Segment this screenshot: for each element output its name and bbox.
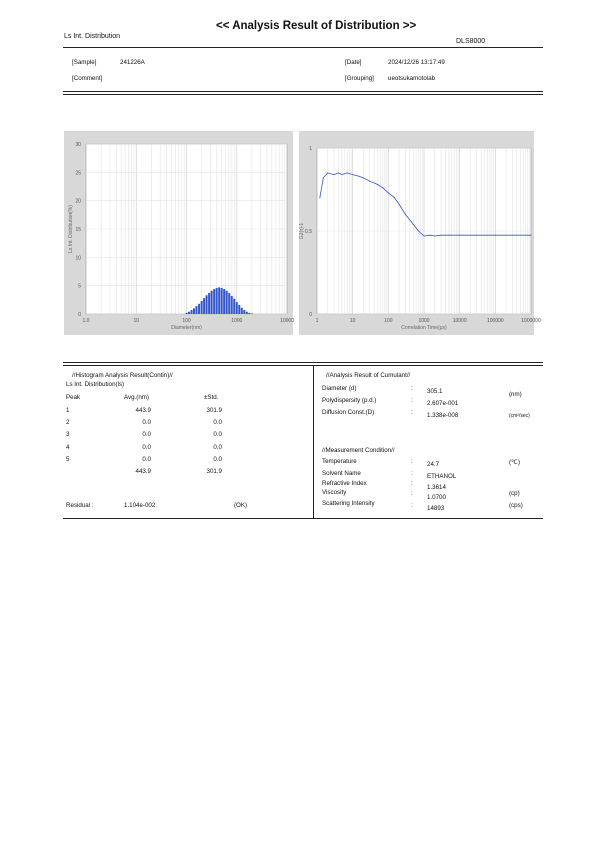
residual-label: Residual : (66, 502, 94, 509)
distribution-bar (248, 313, 250, 314)
distribution-bar (208, 293, 210, 314)
y-tick-label: 25 (75, 170, 81, 177)
correlation-point (327, 172, 328, 173)
x-axis-title: Correlation Time(μs) (401, 325, 447, 331)
y-tick-label: 0 (78, 312, 81, 318)
results-rule-top-1 (63, 362, 543, 363)
distribution-bar (198, 304, 200, 314)
peak-std-value: 0.0 (213, 431, 222, 439)
correlation-point (382, 187, 383, 188)
peak-avg-value: 0.0 (142, 431, 151, 439)
distribution-bar (228, 293, 230, 314)
distribution-type-label: Ls Int. Distribution (64, 33, 121, 40)
x-tick-label: 100000 (486, 318, 504, 324)
distribution-bar (213, 289, 215, 314)
distribution-bar (195, 306, 197, 314)
refractive-index-colon: : (411, 480, 413, 487)
grouping-label: [Grouping] (345, 75, 374, 82)
distribution-bar (203, 298, 205, 314)
viscosity-value: 1.0700 (427, 494, 446, 501)
distribution-bar (206, 295, 208, 314)
temperature-colon: : (411, 458, 413, 465)
peak-number: 3 (66, 431, 70, 439)
peak-avg-value: 0.0 (142, 443, 151, 451)
date-value: 2024/12/26 13:17:49 (388, 59, 445, 66)
peak-std-value: 0.0 (213, 455, 222, 463)
scattering-unit: (cps) (509, 502, 523, 509)
correlation-point (405, 214, 406, 215)
cumulant-title: //Analysis Result of Cumulant// (326, 372, 411, 379)
correlation-point (399, 204, 400, 205)
polydispersity-label: Polydispersity (p.d.) (322, 397, 377, 404)
diameter-label: Diameter (d) (322, 385, 357, 392)
solvent-label: Solvent Name (322, 470, 361, 477)
distribution-bar (241, 308, 243, 314)
viscosity-unit: (cp) (509, 490, 520, 497)
scattering-label: Scattering Intensity (322, 500, 375, 507)
x-tick-label: 100 (384, 318, 393, 324)
distribution-bar (211, 291, 213, 314)
correlation-point (388, 192, 389, 193)
x-tick-label: 100 (182, 318, 191, 324)
peak-std-value: 301.9 (206, 468, 222, 475)
y-axis-title: Ls Int. Distribution(%) (68, 205, 74, 253)
distribution-bar (223, 289, 225, 314)
y-tick-label: 5 (78, 283, 81, 290)
correlation-point (347, 172, 348, 173)
peak-avg-value: 443.9 (135, 468, 151, 475)
distribution-bar (188, 312, 190, 314)
header-rule (63, 47, 543, 48)
y-tick-label: 30 (75, 142, 81, 148)
correlation-point (459, 235, 460, 236)
results-rule-bottom (63, 518, 543, 519)
correlation-point (531, 235, 532, 236)
histogram-title: //Histogram Analysis Result(Contin)// (72, 372, 173, 379)
sample-value: 241226A (120, 59, 145, 66)
distribution-bar (201, 301, 203, 314)
correlation-point (358, 176, 359, 177)
correlation-point (338, 172, 339, 173)
peak-std-value: 301.9 (206, 407, 222, 414)
distribution-bar (251, 313, 253, 314)
solvent-colon: : (411, 470, 413, 477)
correlation-point (430, 235, 431, 236)
correlation-point (323, 177, 324, 178)
distribution-bar (236, 302, 238, 314)
correlation-point (413, 224, 414, 225)
correlation-point (394, 197, 395, 198)
diffusion-colon: : (411, 409, 413, 416)
peak-std-value: 0.0 (213, 443, 222, 451)
peak-number: 5 (66, 455, 70, 463)
distribution-bar (193, 308, 195, 314)
x-tick-label: 10000 (280, 318, 294, 324)
results-divider (313, 365, 314, 518)
residual-status: (OK) (234, 502, 248, 509)
diameter-unit: (nm) (509, 391, 522, 398)
distribution-bar (221, 288, 223, 314)
info-rule-1 (63, 91, 543, 92)
correlation-point (418, 231, 419, 232)
correlation-point (434, 235, 435, 236)
peak-avg-value: 0.0 (142, 455, 151, 463)
correlation-point (319, 197, 320, 198)
x-tick-label: 10 (133, 318, 140, 324)
refractive-index-label: Refractive Index (322, 480, 367, 487)
diffusion-label: Diffusion Const.(D) (322, 409, 375, 416)
correlation-point (424, 235, 425, 236)
distribution-bar (226, 291, 228, 314)
comment-label: [Comment] (72, 75, 103, 82)
x-tick-label: 1000 (418, 318, 430, 324)
y-tick-label: 15 (75, 227, 81, 233)
residual-value: 1.104e-002 (124, 502, 156, 509)
scattering-value: 14893 (427, 505, 445, 512)
polydispersity-value: 2.607e-001 (427, 400, 459, 407)
x-tick-label: 1.0 (82, 318, 90, 324)
x-tick-label: 1000000 (521, 318, 541, 324)
y-tick-label: 10 (75, 255, 81, 262)
std-column-header: ±Std. (204, 394, 219, 401)
diffusion-value: 1.338e-008 (427, 412, 459, 419)
grouping-value: ueotsukamotolab (388, 75, 436, 82)
distribution-bar (191, 310, 193, 314)
distribution-bar (233, 299, 235, 314)
x-tick-label: 1000 (231, 318, 243, 324)
histogram-subtitle: Ls Int. Distribution(ls) (66, 381, 125, 388)
temperature-unit: (℃) (509, 459, 521, 466)
correlation-point (363, 177, 364, 178)
distribution-bar (231, 296, 233, 314)
correlation-point (476, 235, 477, 236)
scattering-colon: : (411, 502, 413, 509)
correlation-point (441, 235, 442, 236)
peak-std-value: 0.0 (213, 419, 222, 427)
diameter-value: 305.1 (427, 388, 443, 395)
peak-column-header: Peak (66, 394, 81, 401)
x-tick-label: 10000 (452, 318, 467, 324)
viscosity-label: Viscosity (322, 489, 347, 496)
viscosity-colon: : (411, 490, 413, 497)
y-tick-label: 20 (75, 198, 81, 205)
correlation-point (352, 174, 353, 175)
correlation-point (377, 184, 378, 185)
y-tick-label: 0.5 (305, 229, 312, 235)
peak-number: 2 (66, 419, 70, 427)
correlation-chart-panel (299, 131, 541, 335)
correlation-point (448, 235, 449, 236)
x-tick-label: 1 (315, 318, 319, 324)
sample-label: [Sample] (72, 59, 97, 66)
x-tick-label: 10 (349, 318, 356, 324)
polydispersity-colon: : (411, 397, 413, 404)
distribution-chart-panel (64, 131, 293, 335)
distribution-bar (243, 310, 245, 314)
correlation-point (334, 174, 335, 175)
results-rule-top-2 (63, 365, 543, 366)
diffusion-unit: (cm²/sec) (509, 413, 530, 419)
diameter-colon: : (411, 385, 413, 392)
distribution-bar (216, 288, 218, 314)
distribution-bar (218, 287, 220, 314)
peak-avg-value: 0.0 (142, 419, 151, 427)
peak-number: 4 (66, 443, 70, 451)
page-title: << Analysis Result of Distribution >> (216, 20, 417, 32)
info-rule-2 (63, 94, 543, 95)
distribution-bar (238, 305, 240, 314)
peak-avg-value: 443.9 (135, 407, 151, 414)
date-label: [Date] (345, 59, 362, 66)
correlation-point (512, 235, 513, 236)
correlation-point (495, 235, 496, 236)
instrument-label: DLS8000 (456, 38, 486, 45)
distribution-chart (64, 131, 293, 335)
peak-number: 1 (66, 407, 70, 414)
measurement-title: //Measurement Condition// (322, 447, 395, 454)
solvent-value: ETHANOL (427, 473, 457, 480)
refractive-index-value: 1.3614 (427, 484, 446, 491)
correlation-chart (299, 131, 541, 335)
avg-column-header: Avg.(nm) (124, 394, 149, 401)
temperature-label: Temperature (322, 458, 357, 465)
y-axis-title: G2(τ)-1 (299, 222, 305, 240)
x-axis-title: Diameter(nm) (171, 325, 202, 331)
distribution-bar (246, 312, 248, 314)
y-tick-label: 0 (309, 312, 312, 318)
correlation-point (341, 174, 342, 175)
correlation-point (369, 181, 370, 182)
distribution-bar (186, 313, 188, 314)
temperature-value: 24.7 (427, 461, 440, 468)
y-tick-label: 1 (309, 146, 312, 152)
